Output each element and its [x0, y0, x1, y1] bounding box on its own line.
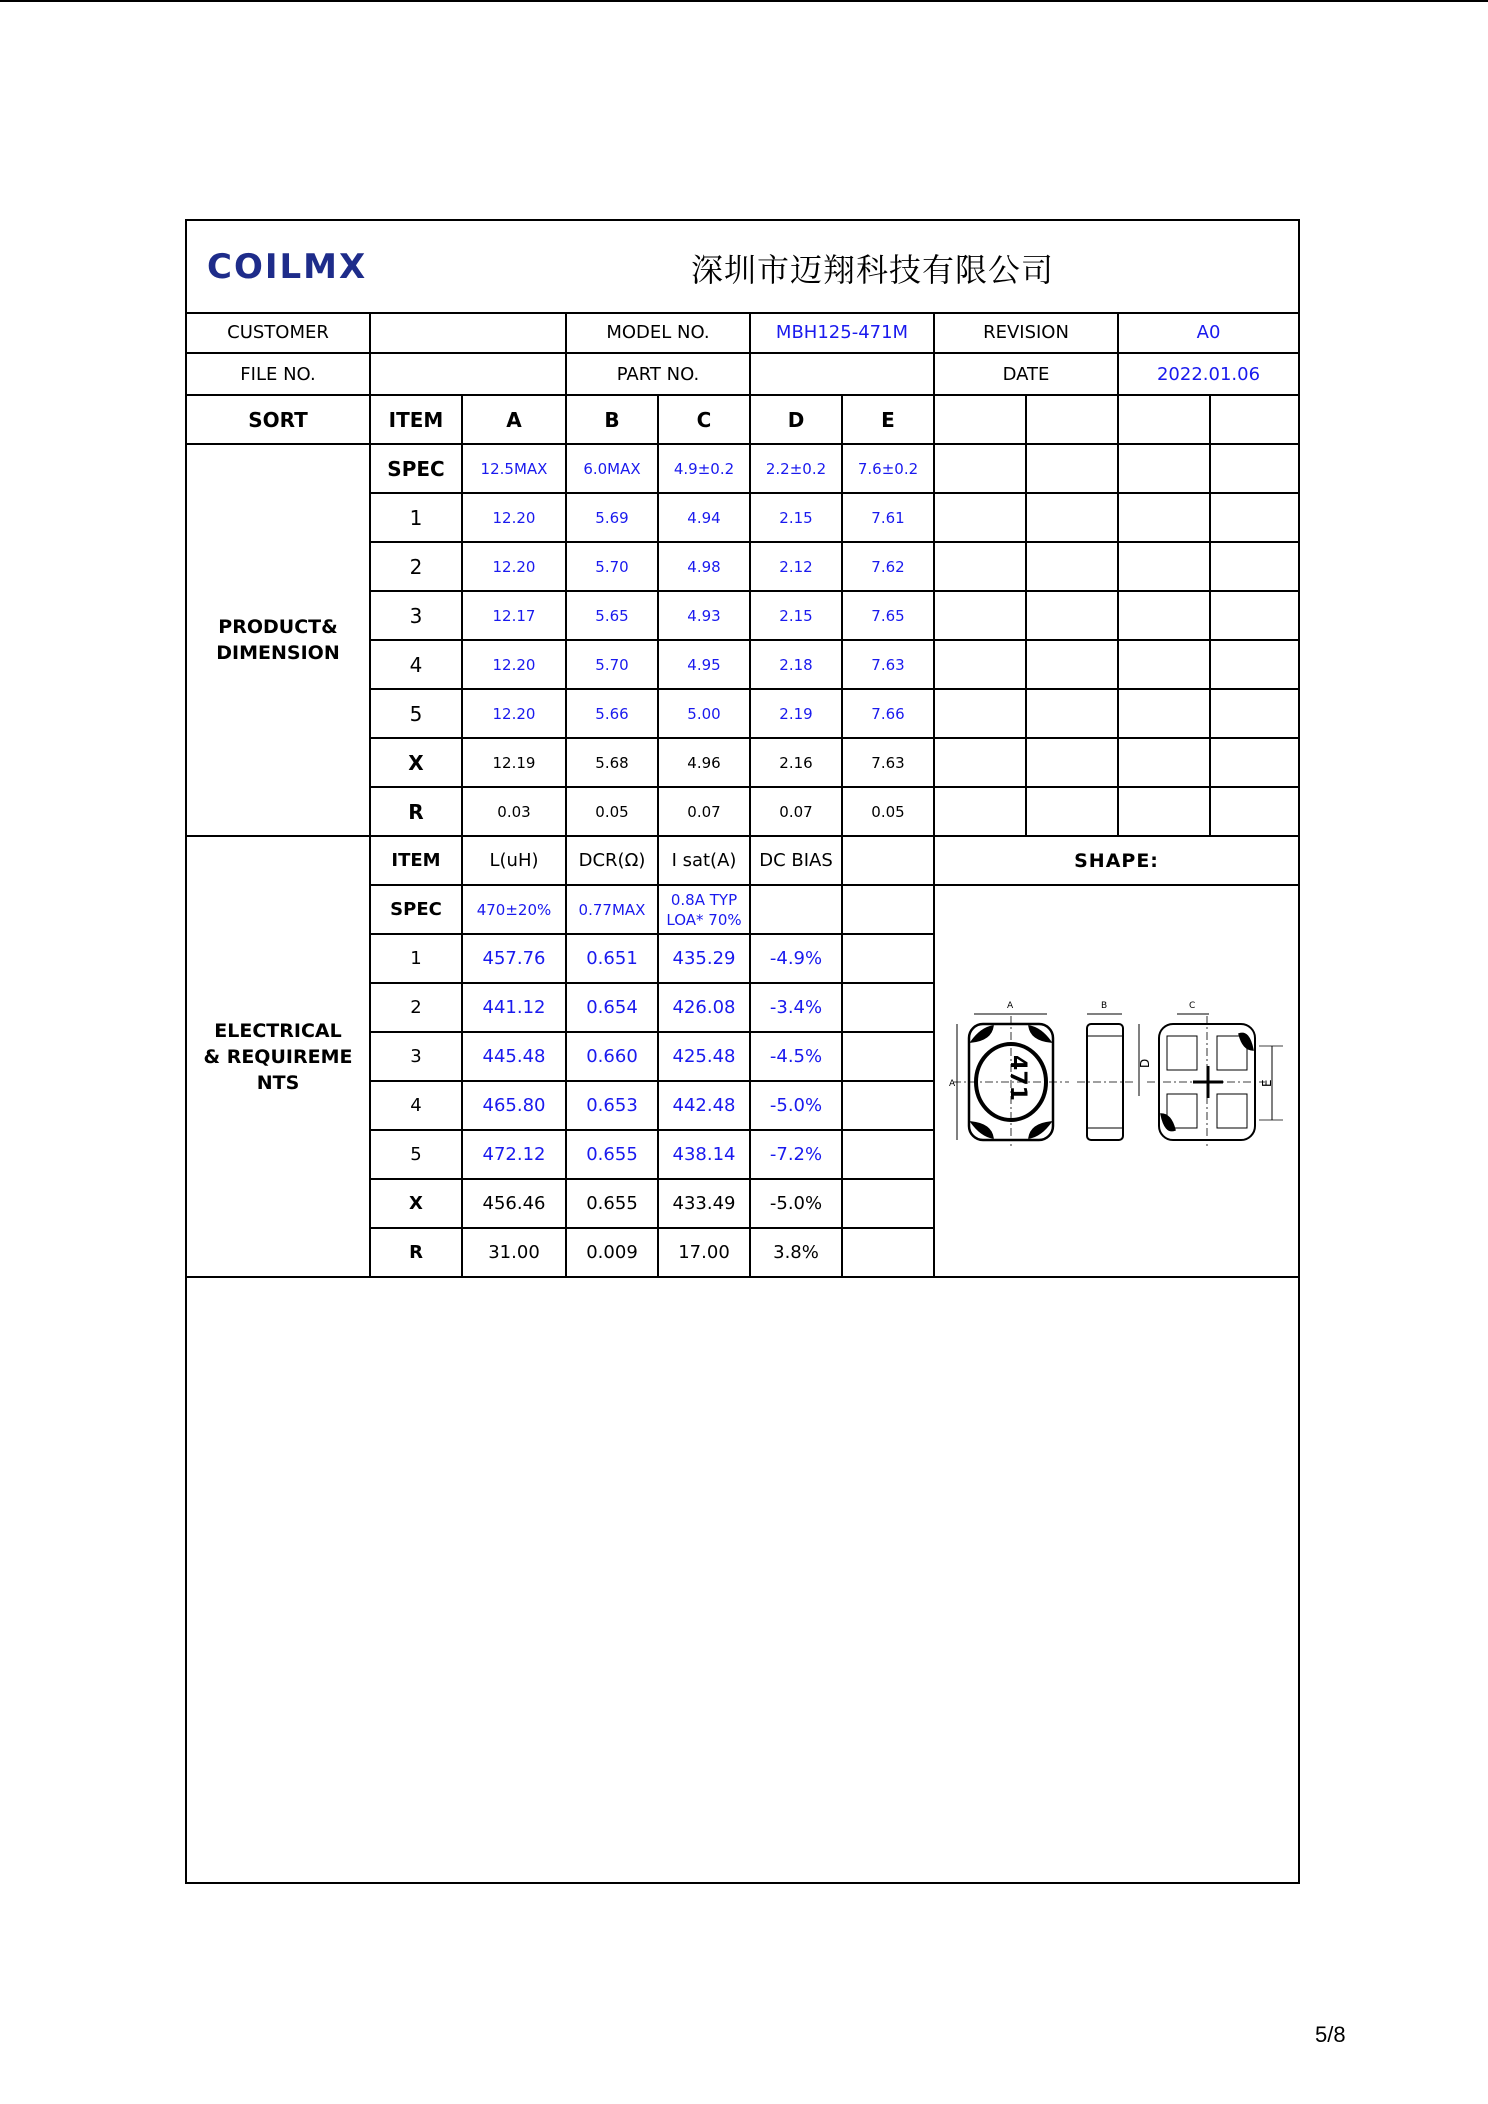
company-name-wrap	[187, 245, 1298, 291]
notes-area	[187, 1314, 1298, 1882]
electrical-header-row	[187, 836, 1298, 885]
empty-cell	[1210, 591, 1298, 640]
dimension-value: 5.70	[566, 542, 658, 591]
empty-cell	[934, 395, 1026, 444]
sort-label: SORT	[187, 395, 370, 444]
empty-cell	[842, 1179, 934, 1228]
empty-cell	[1210, 738, 1298, 787]
info-row-file	[187, 353, 1298, 395]
electrical-item-label: ITEM	[370, 836, 462, 885]
empty-cell	[1210, 542, 1298, 591]
dimension-label-line-1: PRODUCT&	[218, 616, 338, 638]
electrical-spec-l: 470±20%	[462, 885, 566, 934]
dimension-value: 2.12	[750, 542, 842, 591]
electrical-spec-dcr: 0.77MAX	[566, 885, 658, 934]
dimension-value: 0.05	[842, 787, 934, 836]
electrical-value: 0.660	[566, 1032, 658, 1081]
dimension-value: 4.98	[658, 542, 750, 591]
empty-cell	[842, 983, 934, 1032]
electrical-value: 425.48	[658, 1032, 750, 1081]
dimension-item: 4	[370, 640, 462, 689]
dimension-item-label: ITEM	[370, 395, 462, 444]
empty-cell	[1026, 395, 1118, 444]
electrical-value: 0.655	[566, 1179, 658, 1228]
shape-label: SHAPE:	[934, 836, 1298, 885]
empty-cell	[842, 1081, 934, 1130]
electrical-item: 1	[370, 934, 462, 983]
spec-table	[187, 312, 1298, 1278]
dimension-value: 2.18	[750, 640, 842, 689]
dimension-value: 4.93	[658, 591, 750, 640]
revision-label: REVISION	[934, 312, 1118, 353]
spec-sheet	[185, 219, 1300, 1884]
dimension-value: 0.07	[750, 787, 842, 836]
top-border-line	[0, 0, 1488, 2]
dimension-value: 7.66	[842, 689, 934, 738]
dim-b-label: B	[1101, 1001, 1108, 1011]
electrical-item: X	[370, 1179, 462, 1228]
dimension-value: 12.17	[462, 591, 566, 640]
dimension-value: 12.20	[462, 689, 566, 738]
dimension-col-e: E	[842, 395, 934, 444]
empty-cell	[1118, 640, 1210, 689]
dimension-value: 4.96	[658, 738, 750, 787]
electrical-label-line-2: & REQUIREME	[203, 1045, 353, 1068]
electrical-value: 445.48	[462, 1032, 566, 1081]
electrical-value: 3.8%	[750, 1228, 842, 1277]
dimension-value: 2.2±0.2	[750, 444, 842, 493]
dimension-value: 0.07	[658, 787, 750, 836]
dimension-value: 7.62	[842, 542, 934, 591]
empty-cell	[1118, 787, 1210, 836]
empty-cell	[1210, 640, 1298, 689]
side-view	[1077, 1014, 1133, 1140]
dim-e-label: E	[1260, 1079, 1274, 1087]
dimension-value: 5.65	[566, 591, 658, 640]
dimension-value: 12.20	[462, 493, 566, 542]
file-value	[370, 353, 566, 395]
dimension-value: 5.00	[658, 689, 750, 738]
inductor-drawing	[947, 996, 1287, 1166]
electrical-item: SPEC	[370, 885, 462, 934]
dimension-value: 6.0MAX	[566, 444, 658, 493]
empty-cell	[842, 1032, 934, 1081]
electrical-value: -4.5%	[750, 1032, 842, 1081]
electrical-value: -5.0%	[750, 1081, 842, 1130]
dimension-value: 0.05	[566, 787, 658, 836]
electrical-value: 426.08	[658, 983, 750, 1032]
dimension-col-a: A	[462, 395, 566, 444]
electrical-value: 17.00	[658, 1228, 750, 1277]
empty-cell	[1026, 444, 1118, 493]
empty-cell	[1118, 493, 1210, 542]
dimension-value: 12.20	[462, 640, 566, 689]
model-value: MBH125-471M	[750, 312, 934, 353]
empty-cell	[934, 444, 1026, 493]
electrical-item: 5	[370, 1130, 462, 1179]
empty-cell	[1118, 738, 1210, 787]
empty-cell	[1210, 493, 1298, 542]
electrical-value: 435.29	[658, 934, 750, 983]
empty-cell	[842, 934, 934, 983]
dimension-col-c: C	[658, 395, 750, 444]
electrical-col-extra	[842, 836, 934, 885]
dimension-value: 2.19	[750, 689, 842, 738]
electrical-value: -3.4%	[750, 983, 842, 1032]
customer-value	[370, 312, 566, 353]
dimension-value: 0.03	[462, 787, 566, 836]
empty-cell	[934, 542, 1026, 591]
dim-c-label: C	[1189, 1001, 1196, 1011]
dimension-value: 2.16	[750, 738, 842, 787]
empty-cell	[934, 591, 1026, 640]
empty-cell	[934, 493, 1026, 542]
electrical-value: 0.009	[566, 1228, 658, 1277]
dimension-item: 1	[370, 493, 462, 542]
empty-cell	[934, 738, 1026, 787]
file-label: FILE NO.	[187, 353, 370, 395]
empty-cell	[934, 689, 1026, 738]
electrical-value: 457.76	[462, 934, 566, 983]
dimension-value: 5.68	[566, 738, 658, 787]
empty-cell	[1026, 738, 1118, 787]
revision-value: A0	[1118, 312, 1298, 353]
dimension-item: R	[370, 787, 462, 836]
dimension-value: 4.94	[658, 493, 750, 542]
customer-label: CUSTOMER	[187, 312, 370, 353]
dimension-item: 5	[370, 689, 462, 738]
electrical-col-l: L(uH)	[462, 836, 566, 885]
dimension-value: 2.15	[750, 493, 842, 542]
empty-cell	[1118, 542, 1210, 591]
electrical-col-isat: I sat(A)	[658, 836, 750, 885]
dimension-value: 7.65	[842, 591, 934, 640]
empty-cell	[842, 885, 934, 934]
electrical-value: 441.12	[462, 983, 566, 1032]
electrical-section-label	[187, 836, 370, 1277]
electrical-value: 465.80	[462, 1081, 566, 1130]
electrical-value: -4.9%	[750, 934, 842, 983]
dim-d-label: D	[1138, 1058, 1152, 1068]
info-row-customer	[187, 312, 1298, 353]
electrical-value: 472.12	[462, 1130, 566, 1179]
electrical-value: 456.46	[462, 1179, 566, 1228]
electrical-item: R	[370, 1228, 462, 1277]
dimension-item: X	[370, 738, 462, 787]
dimension-label-line-2: DIMENSION	[216, 642, 340, 664]
date-value: 2022.01.06	[1118, 353, 1298, 395]
dimension-header-row	[187, 395, 1298, 444]
dimension-value: 5.66	[566, 689, 658, 738]
empty-cell	[1118, 395, 1210, 444]
empty-cell	[1026, 787, 1118, 836]
dim-a-label: A	[1007, 1001, 1014, 1011]
marking-text: 471	[1005, 1055, 1030, 1101]
electrical-value: 438.14	[658, 1130, 750, 1179]
dimension-value: 12.20	[462, 542, 566, 591]
electrical-value: 0.653	[566, 1081, 658, 1130]
electrical-value: -7.2%	[750, 1130, 842, 1179]
dimension-value: 5.69	[566, 493, 658, 542]
dimension-section-label	[187, 444, 370, 836]
dimension-value: 7.61	[842, 493, 934, 542]
dimension-item: 3	[370, 591, 462, 640]
dimension-item: SPEC	[370, 444, 462, 493]
empty-cell	[1118, 689, 1210, 738]
electrical-col-dcr: DCR(Ω)	[566, 836, 658, 885]
empty-cell	[1026, 542, 1118, 591]
empty-cell	[842, 1228, 934, 1277]
dimension-value: 4.9±0.2	[658, 444, 750, 493]
part-value	[750, 353, 934, 395]
company-name: 深圳市迈翔科技有限公司	[690, 251, 1054, 289]
empty-cell	[1118, 444, 1210, 493]
empty-cell	[1210, 444, 1298, 493]
dimension-value: 7.63	[842, 640, 934, 689]
electrical-spec-isat	[658, 885, 750, 934]
electrical-value: -5.0%	[750, 1179, 842, 1228]
electrical-value: 0.654	[566, 983, 658, 1032]
company-logo: COILMX	[207, 247, 368, 287]
isat-spec-line-1: 0.8A TYP	[670, 890, 738, 909]
dimension-value: 2.15	[750, 591, 842, 640]
electrical-item: 3	[370, 1032, 462, 1081]
dimension-value: 5.70	[566, 640, 658, 689]
shape-drawing-cell	[934, 885, 1298, 1277]
electrical-value: 433.49	[658, 1179, 750, 1228]
date-label: DATE	[934, 353, 1118, 395]
part-label: PART NO.	[566, 353, 750, 395]
empty-cell	[1026, 493, 1118, 542]
page-number: 5/8	[1315, 2022, 1346, 2047]
sheet-header	[187, 221, 1298, 314]
dimension-value: 12.19	[462, 738, 566, 787]
dimension-value: 12.5MAX	[462, 444, 566, 493]
empty-cell	[934, 640, 1026, 689]
empty-cell	[1118, 591, 1210, 640]
dimension-col-d: D	[750, 395, 842, 444]
empty-cell	[842, 1130, 934, 1179]
dimension-value: 7.6±0.2	[842, 444, 934, 493]
model-label: MODEL NO.	[566, 312, 750, 353]
empty-cell	[1210, 689, 1298, 738]
electrical-value: 0.651	[566, 934, 658, 983]
electrical-item: 4	[370, 1081, 462, 1130]
dimension-col-b: B	[566, 395, 658, 444]
electrical-label-line-1: ELECTRICAL	[214, 1019, 342, 1042]
dimension-item: 2	[370, 542, 462, 591]
electrical-value: 0.655	[566, 1130, 658, 1179]
dimension-value: 4.95	[658, 640, 750, 689]
dim-a-side-label: A	[949, 1079, 956, 1089]
electrical-value: 442.48	[658, 1081, 750, 1130]
empty-cell	[1210, 395, 1298, 444]
electrical-value: 31.00	[462, 1228, 566, 1277]
electrical-item: 2	[370, 983, 462, 1032]
electrical-col-dcbias: DC BIAS	[750, 836, 842, 885]
empty-cell	[934, 787, 1026, 836]
dimension-row	[187, 444, 1298, 493]
isat-spec-line-2: LOA* 70%	[666, 910, 742, 929]
dimension-value: 7.63	[842, 738, 934, 787]
empty-cell	[1026, 689, 1118, 738]
empty-cell	[1026, 640, 1118, 689]
empty-cell	[1026, 591, 1118, 640]
electrical-label-line-3: NTS	[256, 1071, 300, 1094]
empty-cell	[1210, 787, 1298, 836]
empty-cell	[750, 885, 842, 934]
